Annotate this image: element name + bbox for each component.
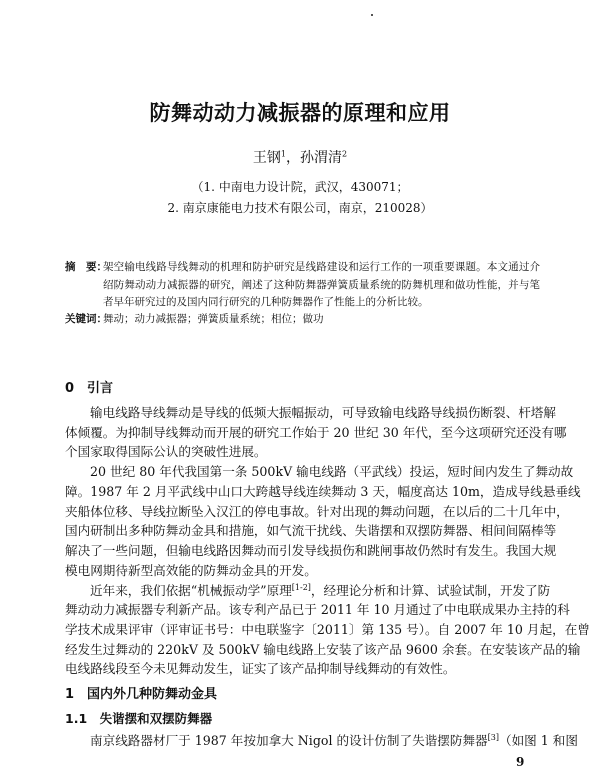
citation: [3] — [487, 732, 499, 742]
body-line: 输电线路导线舞动是导线的低频大振幅振动，可导致输电线路导线损伤断裂、杆塔解 — [90, 405, 556, 420]
body-line: 解决了一些问题，但输电线路因舞动而引发导线损伤和跳闸事故仍然时有发生。我国大规 — [65, 543, 557, 558]
abstract-line: 架空输电线路导线舞动的机理和防护研究是线路建设和运行工作的一项重要课题。本文通过介 — [103, 261, 540, 273]
body-line: 南京线路器材厂于 1987 年按加拿大 Nigol 的设计仿制了失谐摆防舞器[3]（如图 1 和图 — [90, 732, 578, 748]
abstract-label: 摘 要： — [65, 261, 107, 273]
section-1-heading: 1 国内外几种防舞动金具 — [65, 687, 218, 702]
scan-speck — [371, 14, 373, 16]
affiliation-2: 2. 南京康能电力技术有限公司，南京，210028） — [167, 201, 433, 215]
authors: 王钢$^1$，孙渭清$^2$ — [252, 149, 348, 166]
body-line: 舞动动力减振器专利新产品。该专利产品已于 2011 年 10 月通过了中电联成果办主持的科 — [65, 602, 570, 617]
body-line: 学技术成果评审（评审证书号：中电联鉴字〔2011〕第 135 号）。自 2007 年 10 月起，在曾 — [65, 622, 590, 637]
section-0-heading: 0 引言 — [65, 381, 114, 396]
body-line: 电线路线段至今未见舞动发生，证实了该产品抑制导线舞动的有效性。 — [65, 661, 456, 676]
body-line: 模电网期待新型高效能的防舞动金具的开发。 — [65, 563, 317, 578]
keywords: 舞动；动力减振器；弹簧质量系统；相位；做功 — [103, 313, 324, 325]
body-line: 体倾覆。为抑制导线舞动而开展的研究工作始于 20 世纪 30 年代，至今这项研究还没有哪 — [65, 425, 567, 440]
section-1-1-heading: 1.1 失谐摆和双摆防舞器 — [65, 711, 213, 726]
abstract-line: 绍防舞动动力减振器的研究，阐述了这种防舞器弹簧质量系统的防舞机理和做功性能，并与笔 — [103, 279, 540, 291]
keywords-label: 关键词： — [65, 313, 107, 325]
author-1: 王钢 — [252, 150, 281, 166]
body-line: 国内研制出多种防舞动金具和措施，如气流干扰线、失谐摆和双摆防舞器、相间间隔棒等 — [65, 523, 557, 538]
body-line: 夹船体位移、导线拉断坠入汉江的停电事故。针对出现的舞动问题，在以后的二十几年中， — [65, 504, 569, 519]
citation: [1-2] — [291, 582, 311, 592]
affiliation-1: （1. 中南电力设计院，武汉，430071； — [191, 180, 409, 194]
body-line: 障。1987 年 2 月平武线中山口大跨越导线连续舞动 3 天，幅度高达 10m，造成导线悬垂线 — [65, 484, 581, 499]
body-line: 个国家取得国际公认的突破性进展。 — [65, 444, 267, 459]
body-line: 20 世纪 80 年代我国第一条 500kV 输电线路（平武线）投运，短时间内发生了舞动故 — [90, 464, 574, 479]
abstract-line: 者早年研究过的及国内同行研究的几种防舞器作了性能上的分析比较。 — [103, 296, 429, 308]
page-number: 9 — [516, 755, 525, 769]
body-line: 经发生过舞动的 220kV 及 500kV 输电线路上安装了该产品 9600 余套。在安装该产品的输 — [65, 642, 581, 657]
paper-title: 防舞动动力减振器的原理和应用 — [149, 101, 451, 125]
body-line: 近年来，我们依据“机械振动学”原理[1-2]，经理论分析和计算、试验试制，开发了防 — [90, 582, 551, 598]
author-2: 孙渭清 — [300, 150, 342, 166]
